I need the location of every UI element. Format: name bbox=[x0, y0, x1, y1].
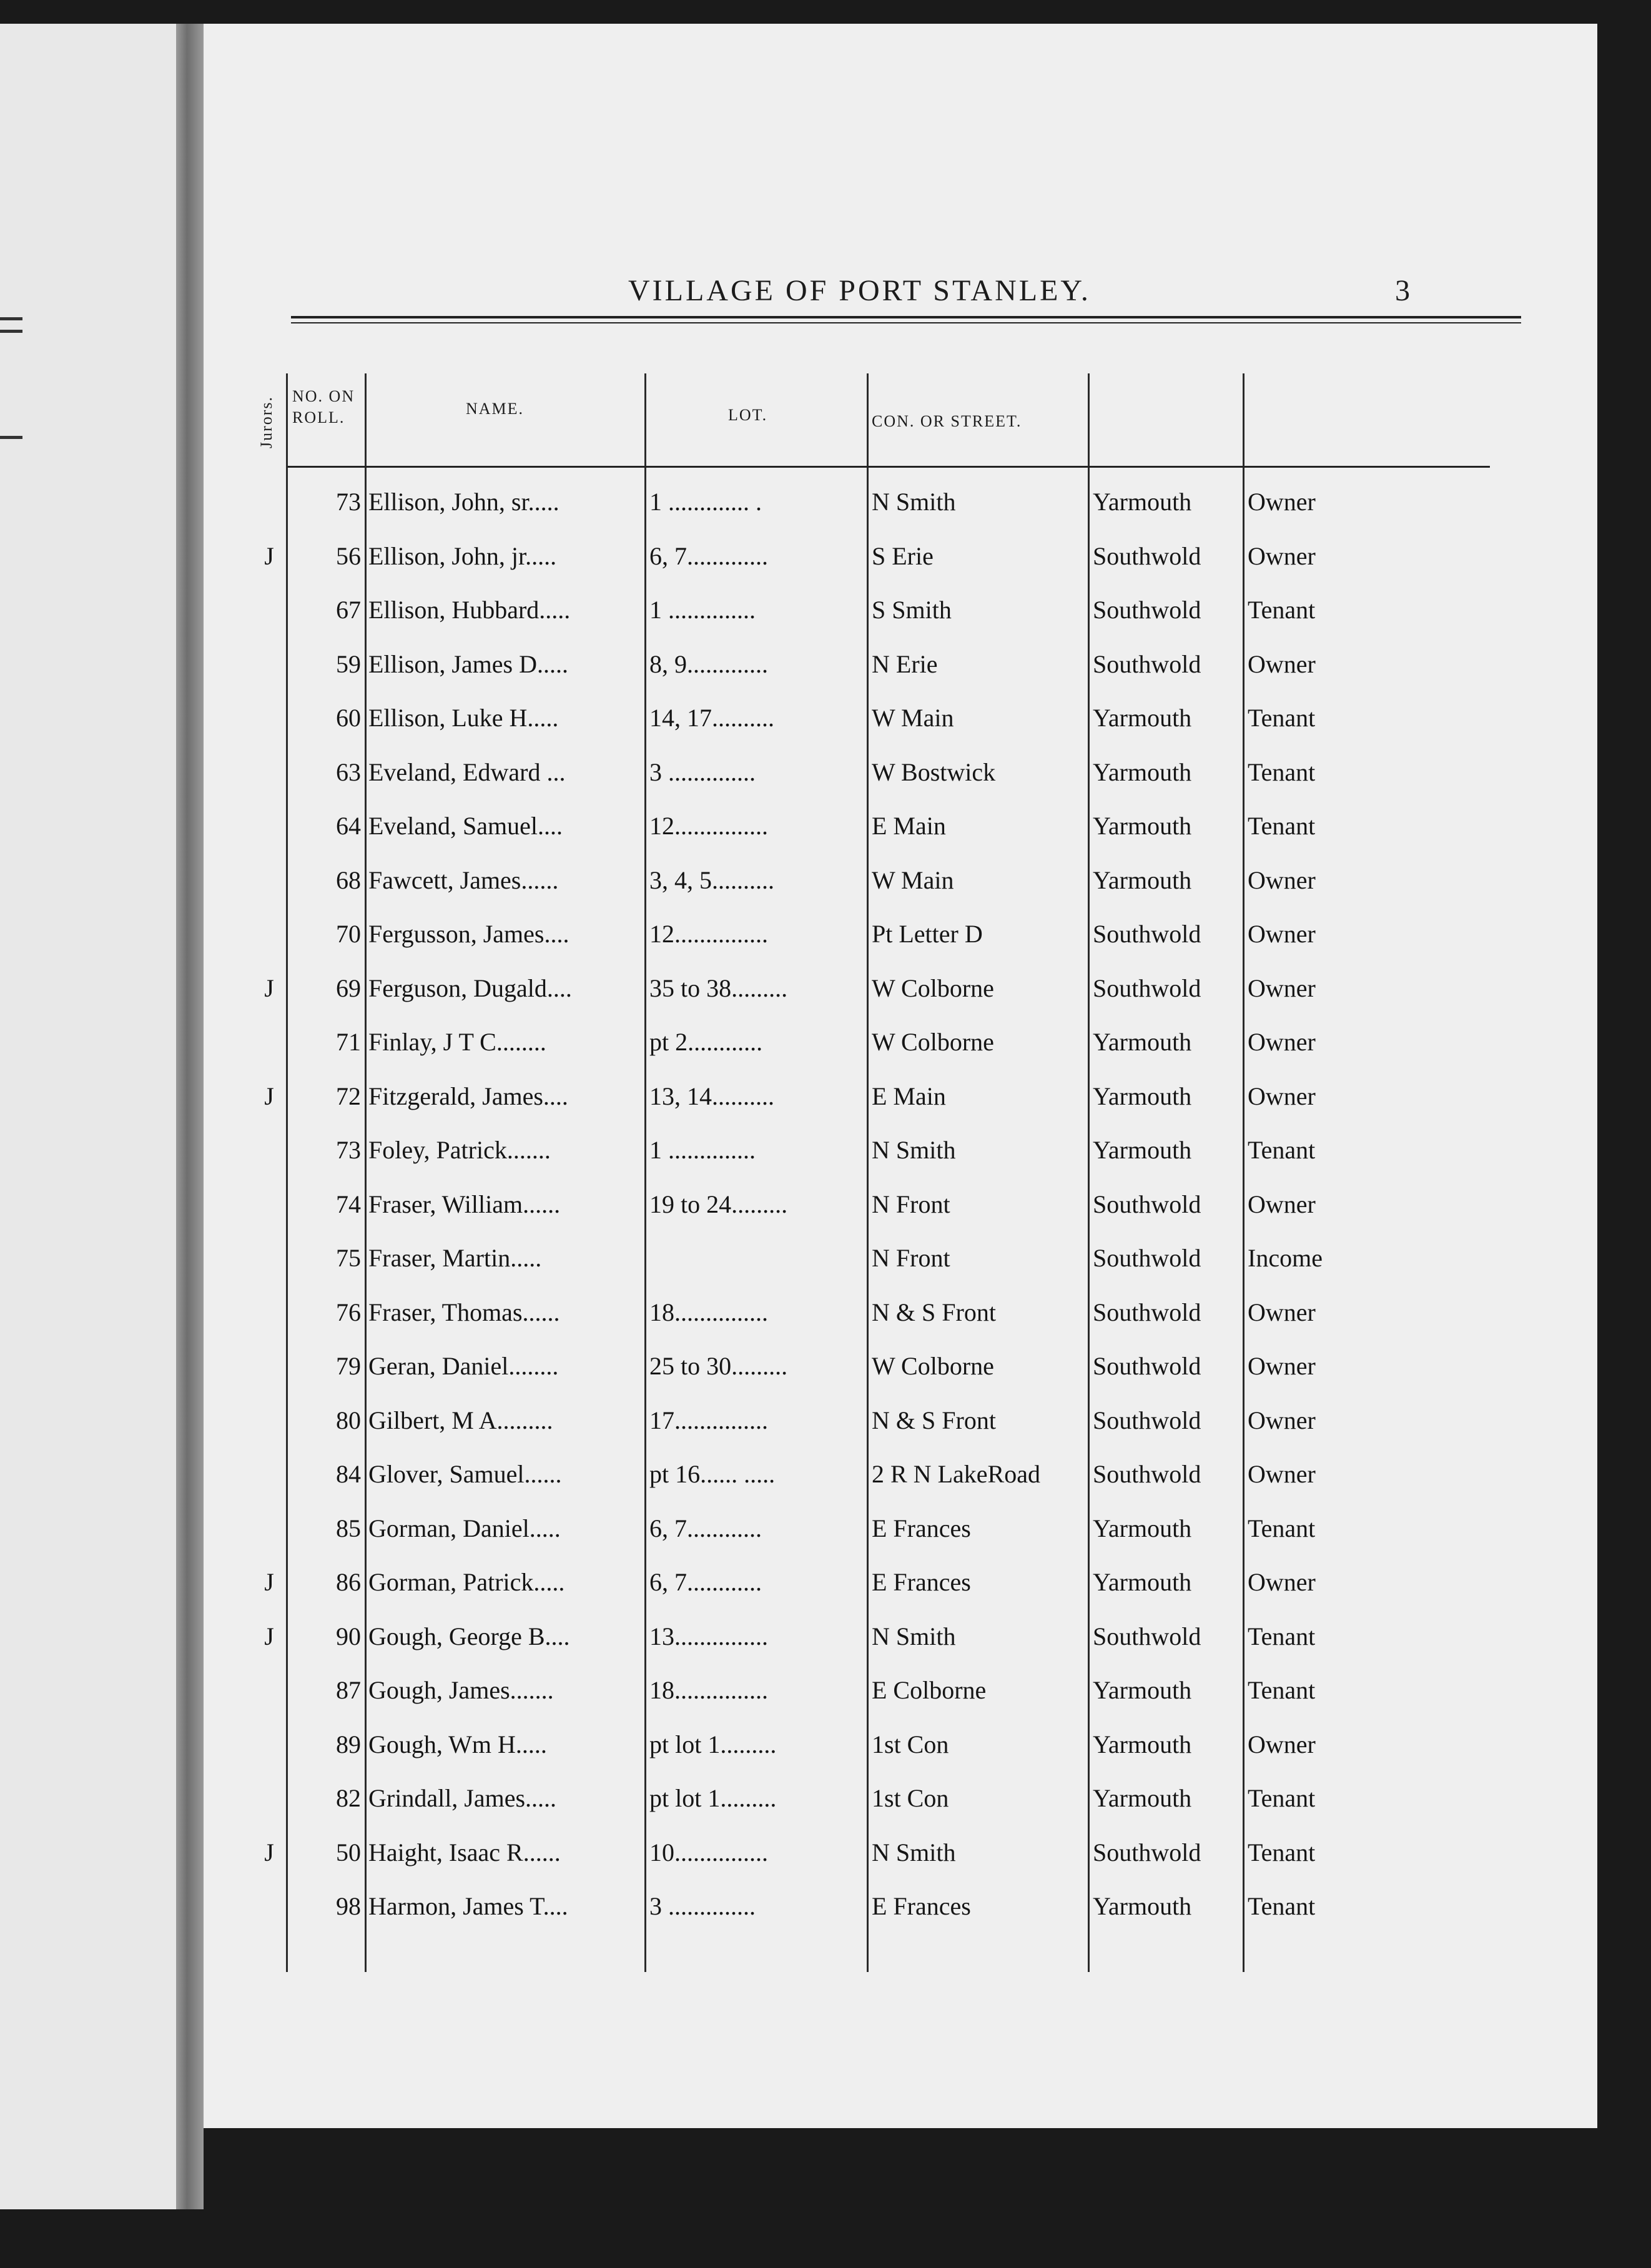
table-row bbox=[254, 473, 1490, 528]
con-or-street: S Erie bbox=[872, 541, 934, 570]
lot: 3 .............. bbox=[649, 1892, 756, 1920]
lot: 25 to 30......... bbox=[649, 1352, 788, 1380]
table-row bbox=[254, 1338, 1490, 1392]
table-row bbox=[254, 1500, 1490, 1554]
table-row bbox=[254, 1608, 1490, 1662]
roll-number: 63 bbox=[336, 757, 361, 786]
voter-name: Foley, Patrick....... bbox=[368, 1136, 551, 1164]
voter-name: Fergusson, James.... bbox=[368, 920, 569, 948]
tenure-status: Owner bbox=[1248, 974, 1316, 1002]
roll-number: 73 bbox=[336, 488, 361, 516]
voter-name: Gorman, Daniel..... bbox=[368, 1514, 561, 1542]
lot: pt 2............ bbox=[649, 1028, 763, 1056]
voter-name: Finlay, J T C........ bbox=[368, 1028, 546, 1056]
township: Yarmouth bbox=[1093, 1784, 1192, 1812]
roll-number: 98 bbox=[336, 1892, 361, 1920]
voter-name: Grindall, James..... bbox=[368, 1784, 557, 1812]
voter-name: Harmon, James T.... bbox=[368, 1892, 568, 1920]
township: Yarmouth bbox=[1093, 1730, 1192, 1758]
table-row bbox=[254, 1662, 1490, 1716]
roll-number: 75 bbox=[336, 1244, 361, 1272]
roll-number: 87 bbox=[336, 1676, 361, 1704]
tenure-status: Owner bbox=[1248, 488, 1316, 516]
voter-name: Gough, George B.... bbox=[368, 1622, 570, 1650]
con-or-street: W Main bbox=[872, 865, 954, 894]
lot: 18............... bbox=[649, 1676, 768, 1704]
table-row bbox=[254, 1122, 1490, 1176]
con-or-street: W Colborne bbox=[872, 974, 994, 1002]
lot: 1 .............. bbox=[649, 1136, 756, 1164]
table-row bbox=[254, 581, 1490, 636]
juror-mark: J bbox=[264, 541, 274, 570]
table-row bbox=[254, 744, 1490, 798]
roll-number: 86 bbox=[336, 1568, 361, 1596]
lot: 13............... bbox=[649, 1622, 768, 1650]
juror-mark: J bbox=[264, 974, 274, 1002]
roll-number: 74 bbox=[336, 1190, 361, 1218]
township: Yarmouth bbox=[1093, 704, 1192, 732]
lot: 14, 17.......... bbox=[649, 704, 774, 732]
table-row bbox=[254, 852, 1490, 906]
con-or-street: E Frances bbox=[872, 1514, 971, 1542]
con-or-street: N Front bbox=[872, 1190, 950, 1218]
con-or-street: W Colborne bbox=[872, 1028, 994, 1056]
facing-page bbox=[0, 24, 187, 2209]
tenure-status: Owner bbox=[1248, 920, 1316, 948]
tenure-status: Tenant bbox=[1248, 704, 1316, 732]
roll-number: 64 bbox=[336, 812, 361, 840]
voter-name: Geran, Daniel........ bbox=[368, 1352, 559, 1380]
header-rule bbox=[291, 316, 1521, 318]
facing-page-mark bbox=[0, 436, 22, 439]
voter-name: Fraser, Thomas...... bbox=[368, 1298, 560, 1326]
con-or-street: N & S Front bbox=[872, 1406, 996, 1434]
voter-name: Fitzgerald, James.... bbox=[368, 1082, 568, 1110]
lot: 17............... bbox=[649, 1406, 768, 1434]
tenure-status: Tenant bbox=[1248, 757, 1316, 786]
township: Southwold bbox=[1093, 920, 1201, 948]
roll-number: 79 bbox=[336, 1352, 361, 1380]
tenure-status: Tenant bbox=[1248, 812, 1316, 840]
tenure-status: Tenant bbox=[1248, 1676, 1316, 1704]
roll-number: 60 bbox=[336, 704, 361, 732]
township: Yarmouth bbox=[1093, 865, 1192, 894]
table-row bbox=[254, 1013, 1490, 1068]
township: Southwold bbox=[1093, 1352, 1201, 1380]
page-title: VILLAGE OF PORT STANLEY. bbox=[628, 274, 1091, 307]
header-rule bbox=[291, 322, 1521, 323]
voter-name: Eveland, Edward ... bbox=[368, 757, 566, 786]
juror-mark: J bbox=[264, 1622, 274, 1650]
con-or-street: E Frances bbox=[872, 1892, 971, 1920]
header-con-or-street: CON. OR STREET. bbox=[872, 412, 1022, 430]
roll-number: 85 bbox=[336, 1514, 361, 1542]
con-or-street: N Front bbox=[872, 1244, 950, 1272]
lot: pt lot 1......... bbox=[649, 1784, 777, 1812]
table-row bbox=[254, 1716, 1490, 1770]
tenure-status: Tenant bbox=[1248, 1784, 1316, 1812]
con-or-street: N Smith bbox=[872, 1838, 956, 1866]
table-header bbox=[254, 373, 1490, 473]
township: Yarmouth bbox=[1093, 1514, 1192, 1542]
voter-name: Haight, Isaac R...... bbox=[368, 1838, 561, 1866]
voter-name: Ferguson, Dugald.... bbox=[368, 974, 572, 1002]
table-row bbox=[254, 1770, 1490, 1824]
lot: 1 ............. . bbox=[649, 488, 762, 516]
table-row bbox=[254, 797, 1490, 852]
township: Southwold bbox=[1093, 1190, 1201, 1218]
header-no-on-roll: NO. ON ROLL. bbox=[292, 387, 355, 426]
tenure-status: Owner bbox=[1248, 1028, 1316, 1056]
roll-number: 59 bbox=[336, 649, 361, 678]
table-row bbox=[254, 1554, 1490, 1608]
lot: 13, 14.......... bbox=[649, 1082, 774, 1110]
tenure-status: Owner bbox=[1248, 1406, 1316, 1434]
roll-number: 68 bbox=[336, 865, 361, 894]
township: Southwold bbox=[1093, 596, 1201, 624]
lot: 12............... bbox=[649, 812, 768, 840]
lot: 10............... bbox=[649, 1838, 768, 1866]
township: Yarmouth bbox=[1093, 1676, 1192, 1704]
table-row bbox=[254, 960, 1490, 1014]
voter-name: Ellison, John, sr..... bbox=[368, 488, 559, 516]
table-row bbox=[254, 1392, 1490, 1446]
con-or-street: 2 R N LakeRoad bbox=[872, 1460, 1040, 1488]
township: Yarmouth bbox=[1093, 1892, 1192, 1920]
voter-name: Gorman, Patrick..... bbox=[368, 1568, 565, 1596]
roll-number: 72 bbox=[336, 1082, 361, 1110]
con-or-street: W Main bbox=[872, 704, 954, 732]
lot: pt 16...... ..... bbox=[649, 1460, 776, 1488]
juror-mark: J bbox=[264, 1568, 274, 1596]
table-row bbox=[254, 1446, 1490, 1500]
lot: 1 .............. bbox=[649, 596, 756, 624]
voter-name: Eveland, Samuel.... bbox=[368, 812, 563, 840]
lot: 18............... bbox=[649, 1298, 768, 1326]
tenure-status: Owner bbox=[1248, 649, 1316, 678]
con-or-street: E Frances bbox=[872, 1568, 971, 1596]
tenure-status: Owner bbox=[1248, 1298, 1316, 1326]
tenure-status: Tenant bbox=[1248, 1514, 1316, 1542]
voter-name: Glover, Samuel...... bbox=[368, 1460, 562, 1488]
township: Southwold bbox=[1093, 1622, 1201, 1650]
lot: pt lot 1......... bbox=[649, 1730, 777, 1758]
con-or-street: W Colborne bbox=[872, 1352, 994, 1380]
voter-name: Gilbert, M A......... bbox=[368, 1406, 553, 1434]
roll-number: 56 bbox=[336, 541, 361, 570]
lot: 8, 9............. bbox=[649, 649, 768, 678]
roll-number: 76 bbox=[336, 1298, 361, 1326]
con-or-street: N Erie bbox=[872, 649, 938, 678]
register-page bbox=[204, 24, 1597, 2128]
facing-page-mark bbox=[0, 317, 22, 320]
tenure-status: Tenant bbox=[1248, 1622, 1316, 1650]
lot: 19 to 24......... bbox=[649, 1190, 788, 1218]
lot: 3, 4, 5.......... bbox=[649, 865, 774, 894]
con-or-street: E Main bbox=[872, 812, 946, 840]
roll-number: 82 bbox=[336, 1784, 361, 1812]
voter-name: Ellison, Luke H..... bbox=[368, 704, 559, 732]
tenure-status: Tenant bbox=[1248, 1892, 1316, 1920]
roll-number: 73 bbox=[336, 1136, 361, 1164]
roll-number: 71 bbox=[336, 1028, 361, 1056]
tenure-status: Owner bbox=[1248, 1082, 1316, 1110]
header-jurors: Jurors. bbox=[257, 395, 275, 448]
roll-number: 69 bbox=[336, 974, 361, 1002]
voter-name: Fraser, William...... bbox=[368, 1190, 561, 1218]
roll-number: 80 bbox=[336, 1406, 361, 1434]
lot: 6, 7............ bbox=[649, 1568, 762, 1596]
tenure-status: Owner bbox=[1248, 1460, 1316, 1488]
roll-number: 90 bbox=[336, 1622, 361, 1650]
voter-name: Fraser, Martin..... bbox=[368, 1244, 542, 1272]
township: Southwold bbox=[1093, 1838, 1201, 1866]
juror-mark: J bbox=[264, 1838, 274, 1866]
township: Southwold bbox=[1093, 1298, 1201, 1326]
table-row bbox=[254, 1878, 1490, 1932]
header-name: NAME. bbox=[466, 400, 525, 418]
tenure-status: Owner bbox=[1248, 1190, 1316, 1218]
con-or-street: N Smith bbox=[872, 1622, 956, 1650]
tenure-status: Owner bbox=[1248, 1568, 1316, 1596]
voter-name: Ellison, Hubbard..... bbox=[368, 596, 571, 624]
header-lot: LOT. bbox=[728, 406, 768, 424]
township: Southwold bbox=[1093, 1406, 1201, 1434]
table-row bbox=[254, 528, 1490, 582]
tenure-status: Tenant bbox=[1248, 1838, 1316, 1866]
voter-name: Fawcett, James...... bbox=[368, 865, 559, 894]
township: Yarmouth bbox=[1093, 1028, 1192, 1056]
township: Southwold bbox=[1093, 541, 1201, 570]
tenure-status: Income bbox=[1248, 1244, 1323, 1272]
township: Yarmouth bbox=[1093, 1082, 1192, 1110]
township: Yarmouth bbox=[1093, 1136, 1192, 1164]
table-row bbox=[254, 689, 1490, 744]
township: Yarmouth bbox=[1093, 757, 1192, 786]
lot: 35 to 38......... bbox=[649, 974, 788, 1002]
tenure-status: Owner bbox=[1248, 541, 1316, 570]
tenure-status: Owner bbox=[1248, 1352, 1316, 1380]
con-or-street: 1st Con bbox=[872, 1784, 949, 1812]
roll-number: 89 bbox=[336, 1730, 361, 1758]
table-row bbox=[254, 1230, 1490, 1284]
table-row bbox=[254, 1824, 1490, 1878]
roll-number: 67 bbox=[336, 596, 361, 624]
con-or-street: E Colborne bbox=[872, 1676, 987, 1704]
voter-name: Ellison, James D..... bbox=[368, 649, 568, 678]
lot: 6, 7............. bbox=[649, 541, 768, 570]
con-or-street: S Smith bbox=[872, 596, 952, 624]
voters-roll-table bbox=[254, 373, 1490, 1932]
township: Yarmouth bbox=[1093, 812, 1192, 840]
table-row bbox=[254, 636, 1490, 690]
table-row bbox=[254, 905, 1490, 960]
tenure-status: Tenant bbox=[1248, 1136, 1316, 1164]
township: Yarmouth bbox=[1093, 1568, 1192, 1596]
roll-number: 70 bbox=[336, 920, 361, 948]
juror-mark: J bbox=[264, 1082, 274, 1110]
lot: 3 .............. bbox=[649, 757, 756, 786]
page-number: 3 bbox=[1395, 274, 1410, 307]
voter-name: Gough, Wm H..... bbox=[368, 1730, 547, 1758]
township: Southwold bbox=[1093, 974, 1201, 1002]
header-underline bbox=[287, 466, 1490, 468]
con-or-street: E Main bbox=[872, 1082, 946, 1110]
con-or-street: N & S Front bbox=[872, 1298, 996, 1326]
voter-name: Ellison, John, jr..... bbox=[368, 541, 557, 570]
tenure-status: Owner bbox=[1248, 1730, 1316, 1758]
table-row bbox=[254, 1176, 1490, 1230]
township: Southwold bbox=[1093, 1244, 1201, 1272]
table-row bbox=[254, 1284, 1490, 1338]
book-gutter bbox=[176, 24, 204, 2209]
con-or-street: 1st Con bbox=[872, 1730, 949, 1758]
tenure-status: Owner bbox=[1248, 865, 1316, 894]
table-body bbox=[254, 473, 1490, 1932]
township: Southwold bbox=[1093, 649, 1201, 678]
con-or-street: Pt Letter D bbox=[872, 920, 983, 948]
lot: 12............... bbox=[649, 920, 768, 948]
facing-page-mark bbox=[0, 330, 22, 333]
township: Southwold bbox=[1093, 1460, 1201, 1488]
roll-number: 50 bbox=[336, 1838, 361, 1866]
lot: 6, 7............ bbox=[649, 1514, 762, 1542]
table-row bbox=[254, 1068, 1490, 1122]
tenure-status: Tenant bbox=[1248, 596, 1316, 624]
township: Yarmouth bbox=[1093, 488, 1192, 516]
con-or-street: W Bostwick bbox=[872, 757, 996, 786]
con-or-street: N Smith bbox=[872, 488, 956, 516]
roll-number: 84 bbox=[336, 1460, 361, 1488]
con-or-street: N Smith bbox=[872, 1136, 956, 1164]
voter-name: Gough, James....... bbox=[368, 1676, 554, 1704]
